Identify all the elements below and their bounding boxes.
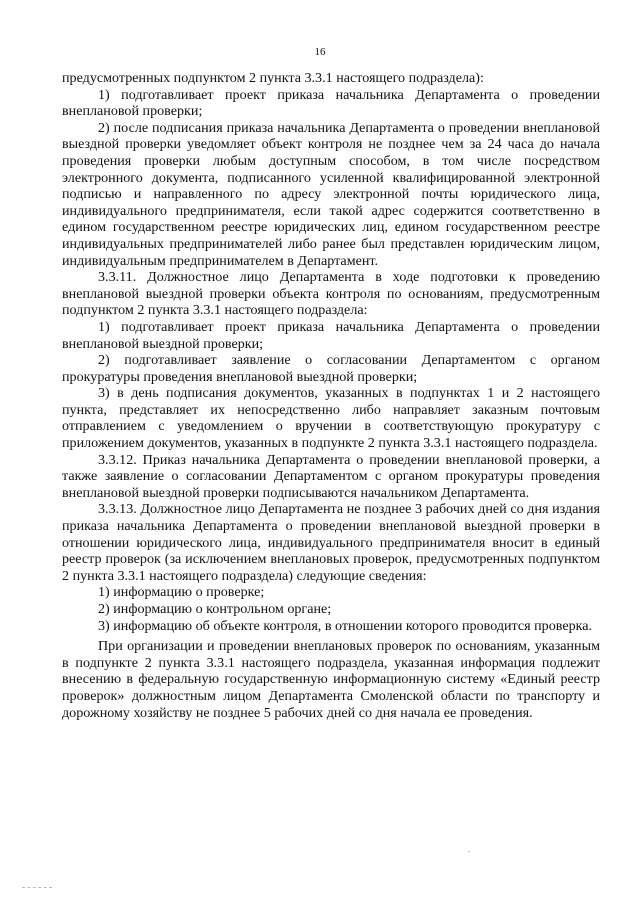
paragraph-item-2: 2) подготавливает заявление о согласовании Департаментом с органом прокуратуры проведения внеплановой выездной проверки; — [62, 352, 600, 385]
scan-artifact — [468, 851, 470, 852]
paragraph-clause-3-3-11: 3.3.11. Должностное лицо Департамента в ходе подготовки к проведению внеплановой выездной проверки объекта контроля по основаниям, предусмотренным подпунктом 2 пункта 3.3.1 настоящего подраздела: — [62, 269, 600, 319]
paragraph-final: При организации и проведении внеплановых проверок по основаниям, указанным в подпункте 2 пункта 3.3.1 настоящего подраздела, указанная информация подлежит внесению в федеральную государственную информационную систему «Единый реестр проверок» должностным лицом Департамента Смоленской области по транспорту и дорожному хозяйству не позднее 5 рабочих дней со дня начала ее проведения. — [62, 638, 600, 721]
paragraph-item-3: 3) информацию об объекте контроля, в отношении которого проводится проверка. — [98, 617, 593, 634]
scan-artifact — [22, 887, 52, 889]
paragraph-continuation: предусмотренных подпунктом 2 пункта 3.3.1 настоящего подраздела): — [62, 70, 484, 86]
page-number: 16 — [314, 46, 326, 58]
paragraph-item-1: 1) подготавливает проект приказа начальника Департамента о проведении внеплановой проверки; — [62, 86, 600, 120]
paragraph-item-2: 2) после подписания приказа начальника Департамента о проведении внеплановой выездной проверки уведомляет объект контроля не позднее чем за 24 часа до начала проведения проверки любым доступным способом, в том числе посредством электронного документа, подписанного усиленной квалифицированной электронной подписью и направленного по адресу электронной почты юридического лица, индивидуального предпринимателя, если такой адрес содержится соответственно в едином государственном реестре юридических лиц, едином государственном реестре индивидуальных предпринимателей либо ранее был представлен юридическим лицом, индивидуальным предпринимателем в Департамент. — [62, 119, 600, 269]
paragraph-item-1: 1) информацию о проверке; — [98, 584, 265, 601]
paragraph-item-2: 2) информацию о контрольном органе; — [98, 601, 332, 617]
paragraph-item-1: 1) подготавливает проект приказа начальника Департамента о проведении внеплановой выездной проверки; — [62, 318, 600, 352]
document-body — [62, 70, 600, 721]
paragraph-clause-3-3-12: 3.3.12. Приказ начальника Департамента о проведении внеплановой проверки, а также заявление о согласовании Департаментом с органом прокуратуры проведения внеплановой выездной проверки подписываются начальником Департамента. — [62, 451, 600, 501]
paragraph-item-3: 3) в день подписания документов, указанных в подпунктах 1 и 2 настоящего пункта, представляет их непосредственно либо направляет заказным почтовым отправлением с уведомлением о вручении в соответствующую прокуратуру с приложением документов, указанных в подпункте 2 пункта 3.3.1 настоящего подраздела. — [62, 385, 600, 452]
paragraph-clause-3-3-13: 3.3.13. Должностное лицо Департамента не позднее 3 рабочих дней со дня издания приказа начальника Департамента о проведении внеплановой выездной проверки в отношении юридического лица, индивидуального предпринимателя вносит в единый реестр проверок (за исключением внеплановых проверок, предусмотренных подпунктом 2 пункта 3.3.1 настоящего подраздела) следующие сведения: — [62, 501, 600, 584]
